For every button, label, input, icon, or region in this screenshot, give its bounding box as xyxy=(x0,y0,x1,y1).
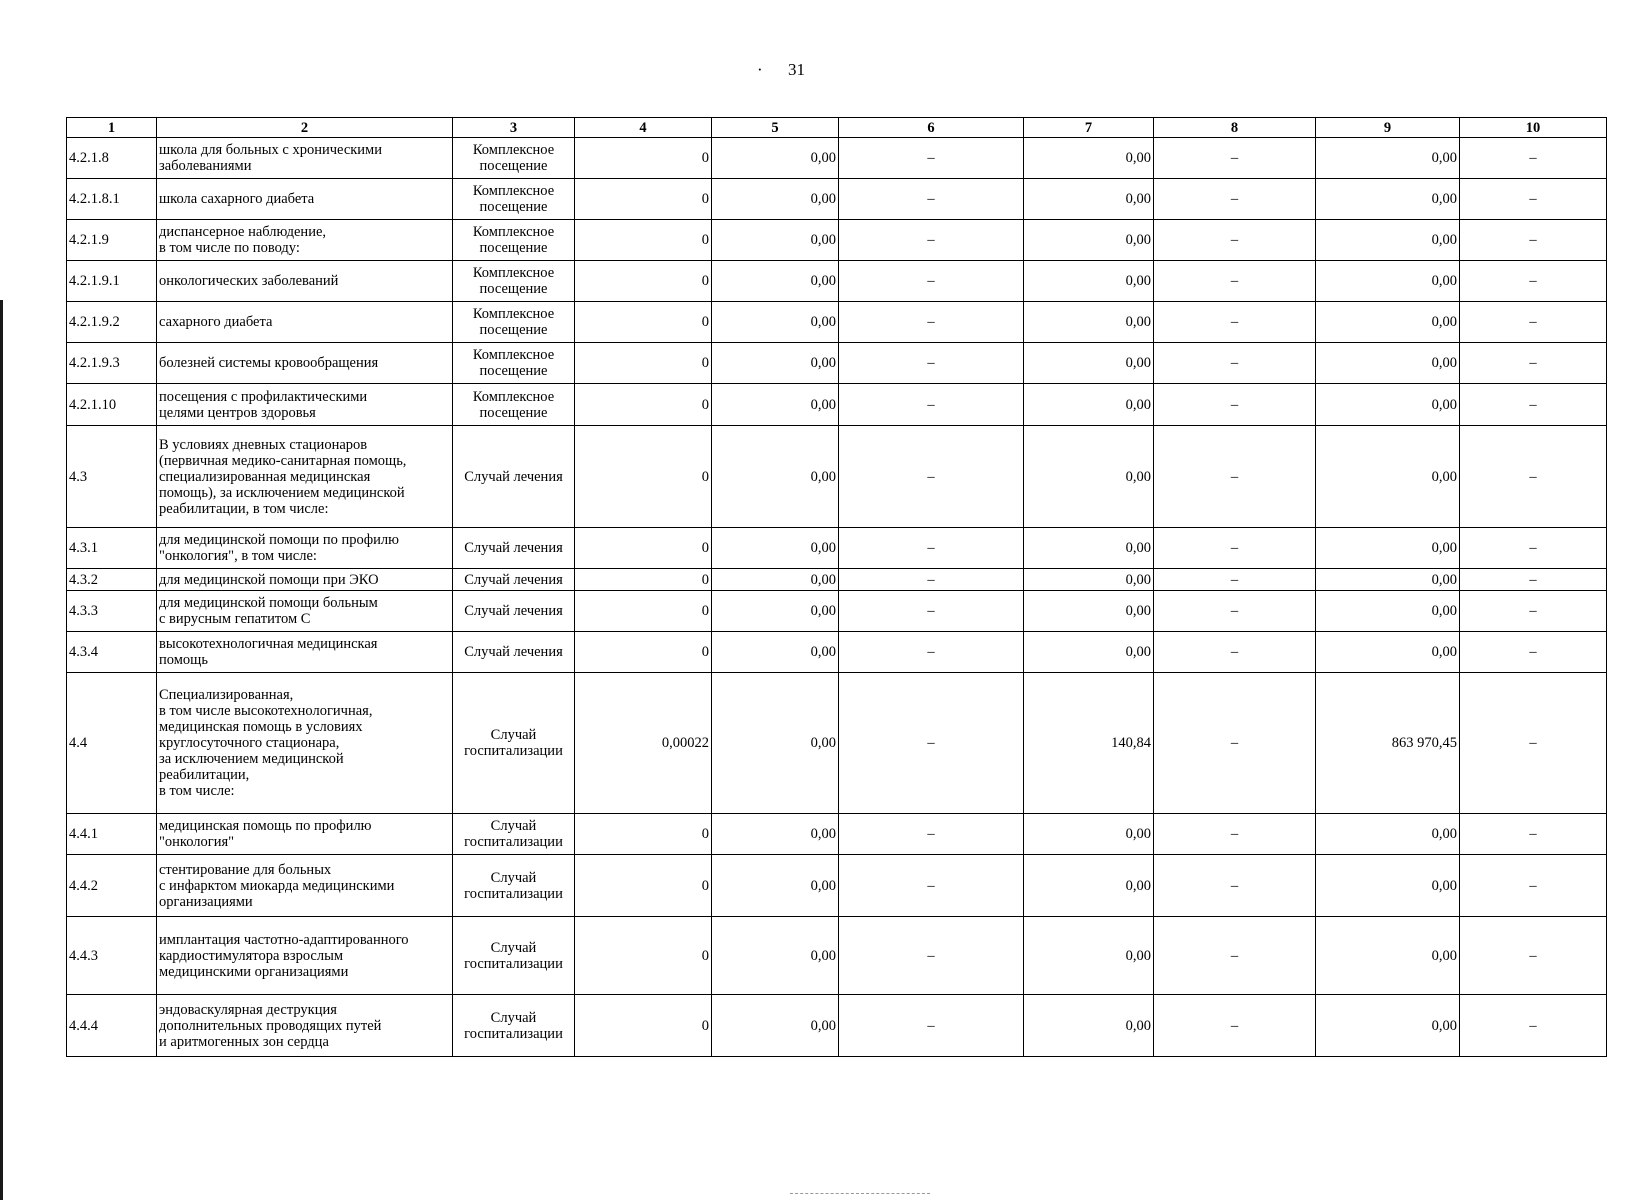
table-row xyxy=(67,995,1607,1057)
table-cell-c5: 0,00 xyxy=(712,220,839,261)
table-cell-unit: Случай госпитализации xyxy=(453,673,575,814)
table-cell-code: 4.3.4 xyxy=(67,632,157,673)
table-cell-code: 4.4.1 xyxy=(67,814,157,855)
table-cell-c9: 863 970,45 xyxy=(1316,673,1460,814)
table-cell-c4: 0 xyxy=(575,138,712,179)
table-cell-c4: 0 xyxy=(575,917,712,995)
table-cell-code: 4.2.1.9 xyxy=(67,220,157,261)
table-cell-unit: Комплексное посещение xyxy=(453,384,575,426)
table-row xyxy=(67,855,1607,917)
column-header: 1 xyxy=(67,118,157,138)
table-cell-c6: – xyxy=(839,343,1024,384)
table-cell-c8: – xyxy=(1154,528,1316,569)
table-cell-c10: – xyxy=(1460,220,1607,261)
table-cell-c7: 0,00 xyxy=(1024,343,1154,384)
table-cell-c8: – xyxy=(1154,814,1316,855)
table-cell-c4: 0 xyxy=(575,632,712,673)
table-cell-name: для медицинской помощи больным с вирусным гепатитом С xyxy=(157,591,453,632)
table-cell-name: стентирование для больных с инфарктом миокарда медицинскими организациями xyxy=(157,855,453,917)
table-cell-c7: 0,00 xyxy=(1024,917,1154,995)
table-cell-c4: 0 xyxy=(575,179,712,220)
table-cell-c9: 0,00 xyxy=(1316,995,1460,1057)
table-cell-c8: – xyxy=(1154,384,1316,426)
table-cell-unit: Комплексное посещение xyxy=(453,179,575,220)
table-cell-c6: – xyxy=(839,917,1024,995)
table-cell-c4: 0 xyxy=(575,528,712,569)
table-cell-code: 4.4.2 xyxy=(67,855,157,917)
table-cell-name: сахарного диабета xyxy=(157,302,453,343)
column-number-row xyxy=(67,118,1607,138)
table-body xyxy=(67,138,1607,1057)
table-cell-c5: 0,00 xyxy=(712,632,839,673)
table-cell-c7: 0,00 xyxy=(1024,261,1154,302)
table-cell-unit: Случай лечения xyxy=(453,426,575,528)
table-row xyxy=(67,814,1607,855)
table-cell-c4: 0 xyxy=(575,855,712,917)
table-cell-unit: Случай лечения xyxy=(453,632,575,673)
table-cell-c9: 0,00 xyxy=(1316,302,1460,343)
table-cell-c7: 0,00 xyxy=(1024,632,1154,673)
table-cell-c6: – xyxy=(839,179,1024,220)
table-cell-c9: 0,00 xyxy=(1316,384,1460,426)
table-cell-name: онкологических заболеваний xyxy=(157,261,453,302)
table-cell-code: 4.3 xyxy=(67,426,157,528)
table-cell-c8: – xyxy=(1154,220,1316,261)
table-cell-c10: – xyxy=(1460,261,1607,302)
table-cell-unit: Случай госпитализации xyxy=(453,917,575,995)
table-cell-c7: 0,00 xyxy=(1024,220,1154,261)
table-cell-c8: – xyxy=(1154,995,1316,1057)
column-header: 8 xyxy=(1154,118,1316,138)
table-row xyxy=(67,673,1607,814)
table-cell-code: 4.3.2 xyxy=(67,569,157,591)
table-row xyxy=(67,261,1607,302)
table-cell-name: медицинская помощь по профилю "онкология" xyxy=(157,814,453,855)
table-cell-c7: 0,00 xyxy=(1024,138,1154,179)
table-row xyxy=(67,138,1607,179)
table-cell-c7: 0,00 xyxy=(1024,995,1154,1057)
table-cell-name: эндоваскулярная деструкция дополнительных проводящих путей и аритмогенных зон сердца xyxy=(157,995,453,1057)
table-cell-name: высокотехнологичная медицинская помощь xyxy=(157,632,453,673)
table-cell-c8: – xyxy=(1154,302,1316,343)
table-cell-c4: 0 xyxy=(575,302,712,343)
table-cell-c10: – xyxy=(1460,673,1607,814)
table-cell-c7: 0,00 xyxy=(1024,384,1154,426)
table-cell-c9: 0,00 xyxy=(1316,917,1460,995)
table-cell-c8: – xyxy=(1154,179,1316,220)
table-cell-c7: 0,00 xyxy=(1024,179,1154,220)
table-cell-unit: Комплексное посещение xyxy=(453,138,575,179)
table-cell-c5: 0,00 xyxy=(712,569,839,591)
table-cell-c9: 0,00 xyxy=(1316,814,1460,855)
table-cell-c6: – xyxy=(839,384,1024,426)
table-cell-unit: Комплексное посещение xyxy=(453,220,575,261)
table-cell-c4: 0 xyxy=(575,220,712,261)
table-cell-code: 4.2.1.9.1 xyxy=(67,261,157,302)
table-cell-c9: 0,00 xyxy=(1316,220,1460,261)
table-cell-name: В условиях дневных стационаров (первичная медико-санитарная помощь, специализированная медицинская помощь), за исключением медицинской реабилитации, в том числе: xyxy=(157,426,453,528)
table-cell-c9: 0,00 xyxy=(1316,855,1460,917)
table-cell-name: Специализированная, в том числе высокотехнологичная, медицинская помощь в условиях круглосуточного стационара, за исключением медицинской реабилитации, в том числе: xyxy=(157,673,453,814)
table-cell-c10: – xyxy=(1460,179,1607,220)
table-cell-code: 4.3.3 xyxy=(67,591,157,632)
table-cell-c8: – xyxy=(1154,426,1316,528)
table-cell-c10: – xyxy=(1460,632,1607,673)
table-cell-c4: 0 xyxy=(575,384,712,426)
table-cell-code: 4.2.1.10 xyxy=(67,384,157,426)
table-cell-c9: 0,00 xyxy=(1316,426,1460,528)
table-cell-c5: 0,00 xyxy=(712,673,839,814)
table-cell-c4: 0 xyxy=(575,343,712,384)
table-cell-c6: – xyxy=(839,220,1024,261)
page-marker: · xyxy=(757,60,763,79)
table-cell-c6: – xyxy=(839,138,1024,179)
table-cell-c7: 0,00 xyxy=(1024,814,1154,855)
table-cell-c10: – xyxy=(1460,426,1607,528)
table-cell-code: 4.4.3 xyxy=(67,917,157,995)
table-cell-c7: 0,00 xyxy=(1024,528,1154,569)
table-cell-c8: – xyxy=(1154,261,1316,302)
table-cell-c5: 0,00 xyxy=(712,528,839,569)
table-cell-c5: 0,00 xyxy=(712,855,839,917)
column-header: 4 xyxy=(575,118,712,138)
table-cell-name: посещения с профилактическими целями центров здоровья xyxy=(157,384,453,426)
table-cell-c5: 0,00 xyxy=(712,261,839,302)
table-cell-name: болезней системы кровообращения xyxy=(157,343,453,384)
table-cell-c9: 0,00 xyxy=(1316,179,1460,220)
table-cell-c4: 0 xyxy=(575,591,712,632)
table-cell-c5: 0,00 xyxy=(712,179,839,220)
table-cell-c8: – xyxy=(1154,917,1316,995)
table-cell-c4: 0 xyxy=(575,569,712,591)
table-row xyxy=(67,220,1607,261)
table-cell-c9: 0,00 xyxy=(1316,261,1460,302)
column-header: 3 xyxy=(453,118,575,138)
table-cell-c8: – xyxy=(1154,569,1316,591)
table-cell-c10: – xyxy=(1460,384,1607,426)
column-header: 5 xyxy=(712,118,839,138)
table-cell-c10: – xyxy=(1460,138,1607,179)
table-row xyxy=(67,632,1607,673)
table-cell-c6: – xyxy=(839,426,1024,528)
table-cell-code: 4.4.4 xyxy=(67,995,157,1057)
table-row xyxy=(67,426,1607,528)
table-row xyxy=(67,569,1607,591)
table-cell-c5: 0,00 xyxy=(712,384,839,426)
table-cell-c8: – xyxy=(1154,138,1316,179)
table-row xyxy=(67,591,1607,632)
table-cell-c6: – xyxy=(839,995,1024,1057)
table-cell-c6: – xyxy=(839,302,1024,343)
table-cell-code: 4.3.1 xyxy=(67,528,157,569)
table-cell-name: для медицинской помощи при ЭКО xyxy=(157,569,453,591)
table-cell-c10: – xyxy=(1460,917,1607,995)
table-cell-c4: 0,00022 xyxy=(575,673,712,814)
table-cell-c5: 0,00 xyxy=(712,302,839,343)
table-cell-code: 4.2.1.9.3 xyxy=(67,343,157,384)
data-table xyxy=(66,117,1607,1057)
table-cell-c7: 0,00 xyxy=(1024,855,1154,917)
table-cell-code: 4.2.1.8 xyxy=(67,138,157,179)
table-cell-c6: – xyxy=(839,528,1024,569)
table-cell-c5: 0,00 xyxy=(712,917,839,995)
table-cell-c5: 0,00 xyxy=(712,814,839,855)
table-cell-c7: 0,00 xyxy=(1024,302,1154,343)
column-header: 9 xyxy=(1316,118,1460,138)
table-cell-c6: – xyxy=(839,261,1024,302)
table-cell-c5: 0,00 xyxy=(712,138,839,179)
table-cell-c6: – xyxy=(839,855,1024,917)
column-header: 10 xyxy=(1460,118,1607,138)
table-cell-unit: Случай госпитализации xyxy=(453,855,575,917)
table-cell-unit: Комплексное посещение xyxy=(453,302,575,343)
table-cell-c10: – xyxy=(1460,302,1607,343)
scan-artifact-line xyxy=(790,1193,930,1196)
table-row xyxy=(67,384,1607,426)
scan-left-edge xyxy=(0,300,3,1200)
table-cell-unit: Комплексное посещение xyxy=(453,261,575,302)
table-row xyxy=(67,179,1607,220)
column-header: 7 xyxy=(1024,118,1154,138)
table-row xyxy=(67,917,1607,995)
table-cell-c5: 0,00 xyxy=(712,343,839,384)
table-cell-c4: 0 xyxy=(575,814,712,855)
table-row xyxy=(67,528,1607,569)
table-cell-c8: – xyxy=(1154,591,1316,632)
table-cell-name: школа сахарного диабета xyxy=(157,179,453,220)
table-cell-c4: 0 xyxy=(575,995,712,1057)
table-cell-c6: – xyxy=(839,673,1024,814)
table-cell-name: для медицинской помощи по профилю "онкология", в том числе: xyxy=(157,528,453,569)
table-cell-unit: Случай лечения xyxy=(453,591,575,632)
table-cell-c7: 0,00 xyxy=(1024,591,1154,632)
table-cell-unit: Случай госпитализации xyxy=(453,814,575,855)
table-cell-c6: – xyxy=(839,591,1024,632)
table-cell-c5: 0,00 xyxy=(712,995,839,1057)
table-cell-c7: 140,84 xyxy=(1024,673,1154,814)
table-cell-c6: – xyxy=(839,632,1024,673)
table-cell-unit: Комплексное посещение xyxy=(453,343,575,384)
table-cell-c10: – xyxy=(1460,591,1607,632)
table-cell-code: 4.4 xyxy=(67,673,157,814)
table-cell-name: диспансерное наблюдение, в том числе по поводу: xyxy=(157,220,453,261)
table-cell-c10: – xyxy=(1460,528,1607,569)
table-cell-c9: 0,00 xyxy=(1316,591,1460,632)
table-cell-name: школа для больных с хроническими заболеваниями xyxy=(157,138,453,179)
table-cell-c7: 0,00 xyxy=(1024,569,1154,591)
page-number: 31 xyxy=(788,60,805,79)
table-cell-c8: – xyxy=(1154,343,1316,384)
table-cell-c8: – xyxy=(1154,673,1316,814)
table-cell-unit: Случай лечения xyxy=(453,569,575,591)
table-cell-unit: Случай госпитализации xyxy=(453,995,575,1057)
table-cell-code: 4.2.1.9.2 xyxy=(67,302,157,343)
table-cell-c9: 0,00 xyxy=(1316,343,1460,384)
table-cell-c5: 0,00 xyxy=(712,591,839,632)
table-row xyxy=(67,302,1607,343)
table-cell-name: имплантация частотно-адаптированного кардиостимулятора взрослым медицинскими организациями xyxy=(157,917,453,995)
column-header: 6 xyxy=(839,118,1024,138)
table-cell-unit: Случай лечения xyxy=(453,528,575,569)
table-cell-c10: – xyxy=(1460,855,1607,917)
table-cell-c6: – xyxy=(839,814,1024,855)
table-cell-c6: – xyxy=(839,569,1024,591)
table-cell-c8: – xyxy=(1154,632,1316,673)
table-cell-c8: – xyxy=(1154,855,1316,917)
table-cell-c9: 0,00 xyxy=(1316,632,1460,673)
table-cell-c7: 0,00 xyxy=(1024,426,1154,528)
column-header: 2 xyxy=(157,118,453,138)
table-cell-c9: 0,00 xyxy=(1316,528,1460,569)
table-cell-c9: 0,00 xyxy=(1316,569,1460,591)
table-cell-c10: – xyxy=(1460,569,1607,591)
table-cell-c10: – xyxy=(1460,814,1607,855)
table-cell-c9: 0,00 xyxy=(1316,138,1460,179)
table-cell-c5: 0,00 xyxy=(712,426,839,528)
table-cell-code: 4.2.1.8.1 xyxy=(67,179,157,220)
table-cell-c10: – xyxy=(1460,343,1607,384)
table-cell-c4: 0 xyxy=(575,261,712,302)
table-row xyxy=(67,343,1607,384)
table-cell-c10: – xyxy=(1460,995,1607,1057)
table-cell-c4: 0 xyxy=(575,426,712,528)
